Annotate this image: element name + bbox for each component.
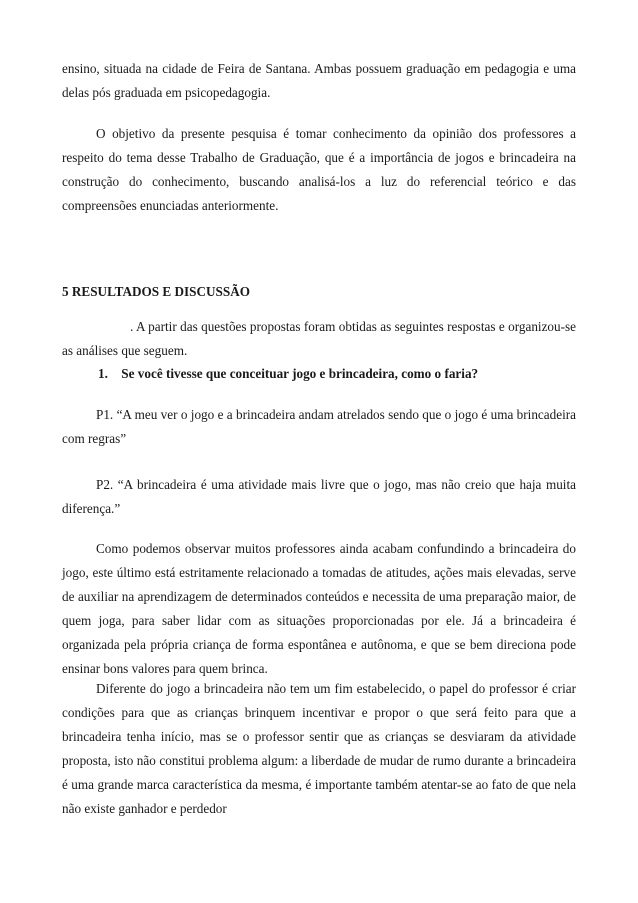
objective-paragraph: O objetivo da presente pesquisa é tomar conhecimento da opinião dos professores a respeito do tema desse Trabalho de Graduação, que é a importância de jogos e brincadeira na construção do conhecimento, buscando analisá-los a luz do referencial teórico e das compreensões enunciadas anteriormente. [62,126,576,213]
answer-p1: P1. “A meu ver o jogo e a brincadeira andam atrelados sendo que o jogo é uma brincadeira com regras” [62,407,576,446]
question-number: 1. [98,366,108,381]
difference-paragraph: Diferente do jogo a brincadeira não tem um fim estabelecido, o papel do professor é criar condições para que as crianças brinquem incentivar e propor o que será feito para que a brincadeira tenha início, mas se o professor sentir que as crianças se desviaram da atividade proposta, isto não constitui problema algum: a liberdade de mudar de rumo durante a brincadeira é uma grande marca característica da mesma, é importante também atentar-se ao fato de que nela não existe ganhador e perdedor [62,681,576,816]
analysis-paragraph: Como podemos observar muitos professores ainda acabam confundindo a brincadeira do jogo, este último está estritamente relacionado a tomadas de atitudes, ações mais elevadas, serve de auxiliar na aprendizagem de determinados conteúdos e necessita de uma preparação maior, de quem joga, para saber lidar com as situações proporcionadas por ele. Já a brincadeira é organizada pela própria criança de forma espontânea e autônoma, e que se bem direciona pode ensinar bons valores para quem brinca. [62,541,576,676]
answer-p2: P2. “A brincadeira é uma atividade mais livre que o jogo, mas não creio que haja muita diferença.” [62,477,576,516]
intro-paragraph: ensino, situada na cidade de Feira de Santana. Ambas possuem graduação em pedagogia e uma delas pós graduada em psicopedagogia. [62,61,576,100]
question-text: Se você tivesse que conceituar jogo e brincadeira, como o faria? [121,366,479,381]
results-paragraph: . A partir das questões propostas foram obtidas as seguintes respostas e organizou-se as análises que seguem. [62,319,576,358]
question-item [98,364,568,384]
section-heading: 5 RESULTADOS E DISCUSSÃO [62,284,250,299]
